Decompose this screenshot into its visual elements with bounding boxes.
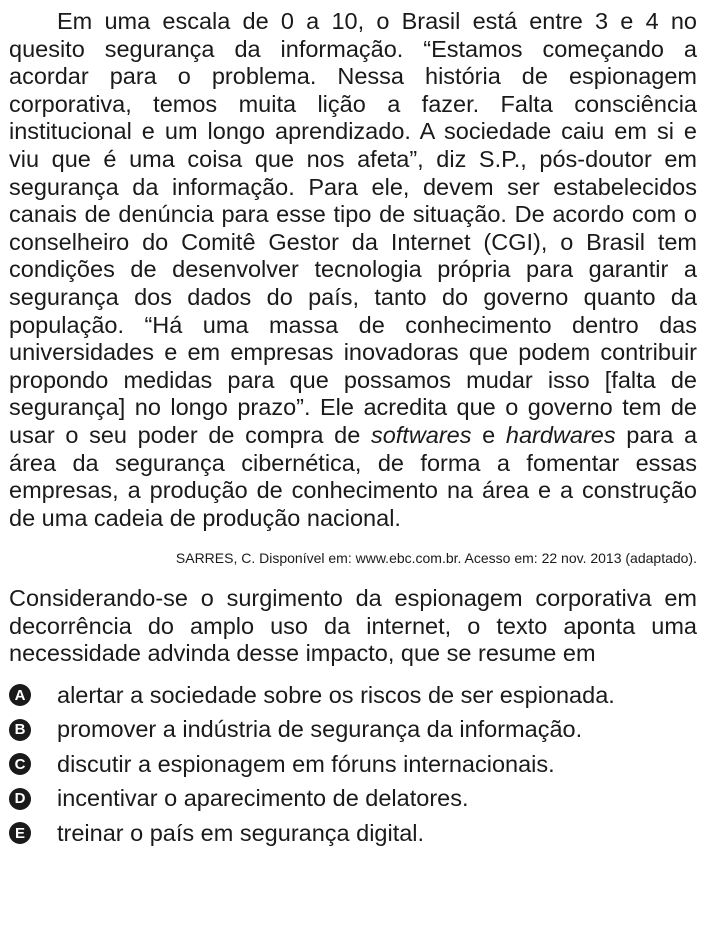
option-d[interactable] — [9, 782, 697, 817]
option-a[interactable] — [9, 678, 697, 713]
option-e[interactable] — [9, 816, 697, 851]
passage-body: Em uma escala de 0 a 10, o Brasil está entre 3 e 4 no quesito segurança da informação. “Estamos começando a acordar para o problema. Nessa história de espionagem corporativa, temos muita lição a fazer. Falta consciência institucional e um longo aprendizado. A sociedade caiu em si e viu que é uma coisa que nos afeta”, diz S.P., pós-doutor em segurança da informação. Para ele, devem ser estabelecidos canais de denúncia para esse tipo de situação. De acordo com o conselheiro do Comitê Gestor da Internet (CGI), o Brasil tem condições de desenvolver tecnologia própria para garantir a segurança dos dados do país, tanto do governo quanto da população. “Há uma massa de conhecimento dentro das universidades e em empresas inovadoras que podem contribuir propondo medidas para que possamos mudar isso [falta de segurança] no longo prazo”. Ele acredita que o governo tem de usar o seu poder de compra de — [9, 8, 697, 448]
passage-ending: para a área da segurança cibernética, de forma a fomentar essas empresas, a produção de conhecimento na área e a construção de uma cadeia de produção nacional. — [9, 421, 698, 531]
source-citation: SARRES, C. Disponível em: www.ebc.com.br. Acesso em: 22 nov. 2013 (adaptado). — [175, 550, 697, 567]
passage-text — [9, 8, 697, 532]
option-letter-a-icon: A — [9, 684, 31, 706]
option-text-d: incentivar o aparecimento de delatores. — [57, 785, 469, 812]
option-letter-e-icon: E — [9, 822, 31, 844]
option-letter-d-icon: D — [9, 788, 31, 810]
option-b[interactable] — [9, 713, 697, 748]
option-text-e: treinar o país em segurança digital. — [57, 819, 425, 846]
answer-options — [9, 678, 697, 851]
option-text-c: discutir a espionagem em fóruns internacionais. — [57, 750, 555, 777]
passage-conjunction: e — [482, 421, 496, 448]
option-letter-b-icon: B — [9, 719, 31, 741]
exam-question — [9, 8, 697, 851]
option-text-b: promover a indústria de segurança da informação. — [57, 716, 583, 743]
option-text-a: alertar a sociedade sobre os riscos de ser espionada. — [57, 681, 615, 708]
option-c[interactable] — [9, 747, 697, 782]
question-stem: Considerando-se o surgimento da espionagem corporativa em decorrência do amplo uso da internet, o texto aponta uma necessidade advinda desse impacto, que se resume em — [9, 585, 697, 667]
passage-emphasis-hardwares: hardwares — [505, 421, 616, 448]
option-letter-c-icon: C — [9, 753, 31, 775]
passage-emphasis-softwares: softwares — [370, 421, 472, 448]
